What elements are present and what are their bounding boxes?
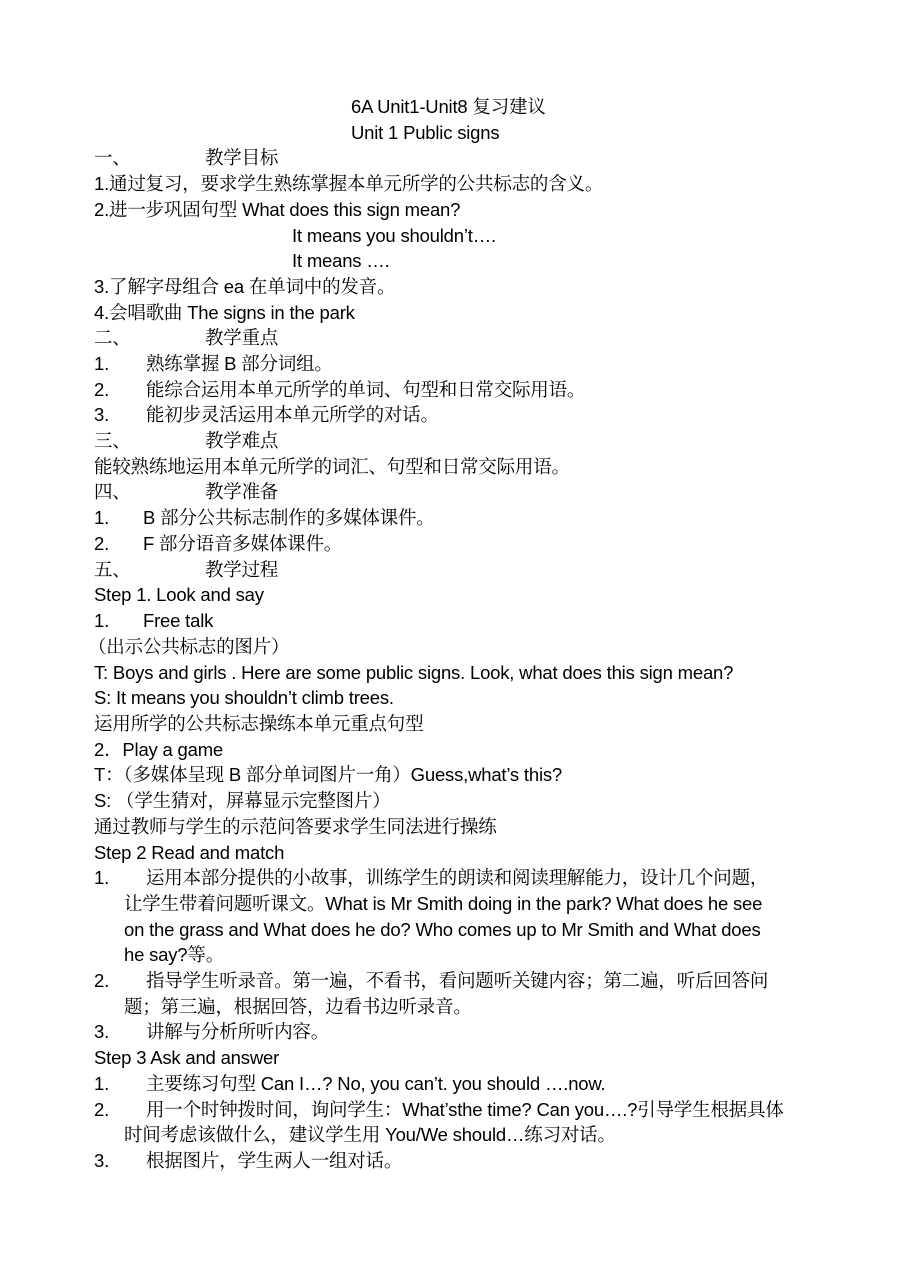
section-number: 四、 xyxy=(94,481,131,502)
step3-item xyxy=(94,1099,784,1121)
objective-item: 3.了解字母组合 ea 在单词中的发音。 xyxy=(94,276,396,297)
step1-note: 通过教师与学生的示范问答要求学生同法进行操练 xyxy=(94,816,497,837)
section-number: 一、 xyxy=(94,147,131,168)
section-heading-text: 教学目标 xyxy=(205,147,279,168)
item-text: 能综合运用本单元所学的单词、句型和日常交际用语。 xyxy=(146,379,586,400)
step3-item-continuation: 时间考虑该做什么，建议学生用 You/We should…练习对话。 xyxy=(124,1124,616,1145)
item-text: 主要练习句型 Can I…? No, you can’t. you should ….now. xyxy=(146,1073,606,1094)
section-number: 三、 xyxy=(94,430,131,451)
step2-item xyxy=(94,1021,329,1043)
document-subtitle: Unit 1 Public signs xyxy=(351,122,500,143)
section-heading-difficulties xyxy=(94,430,278,452)
objective-item-sentence: It means …. xyxy=(292,250,390,271)
step2-item-continuation: on the grass and What does he do? Who comes up to Mr Smith and What does xyxy=(124,919,761,940)
item-number: 1. xyxy=(94,1073,110,1094)
teacher-line: T：（多媒体呈现 B 部分单词图片一角）Guess,what’s this? xyxy=(94,764,562,785)
key-point-item xyxy=(94,353,333,375)
preparation-item xyxy=(94,507,435,529)
item-number: 2. xyxy=(94,533,110,554)
item-number: 3. xyxy=(94,404,110,425)
item-number: 1. xyxy=(94,353,110,374)
step2-item-continuation: 题；第三遍，根据回答，边看书边听录音。 xyxy=(124,996,472,1017)
document-title: 6A Unit1-Unit8 复习建议 xyxy=(351,96,546,117)
item-number: 3. xyxy=(94,1150,110,1171)
key-point-item xyxy=(94,379,585,401)
step3-item xyxy=(94,1073,605,1095)
step2-item-continuation: he say?等。 xyxy=(124,944,224,965)
objective-item: 2.进一步巩固句型 What does this sign mean? xyxy=(94,199,461,220)
section-heading-process xyxy=(94,559,278,581)
item-text: 运用本部分提供的小故事，训练学生的朗读和阅读理解能力，设计几个问题， xyxy=(146,867,769,888)
item-text: 熟练掌握 B 部分词组。 xyxy=(146,353,333,374)
objective-item-sentence: It means you shouldn’t…. xyxy=(292,225,496,246)
item-text: B 部分公共标志制作的多媒体课件。 xyxy=(143,507,435,528)
item-text: F 部分语音多媒体课件。 xyxy=(143,533,343,554)
section-heading-text: 教学准备 xyxy=(205,481,279,502)
step2-heading: Step 2 Read and match xyxy=(94,842,285,863)
step2-item xyxy=(94,867,768,889)
step1-heading: Step 1. Look and say xyxy=(94,584,264,605)
item-number: 1. xyxy=(94,867,110,888)
section-heading-objectives xyxy=(94,147,278,169)
section-heading-text: 教学难点 xyxy=(205,430,279,451)
objective-item: 4.会唱歌曲 The signs in the park xyxy=(94,302,355,323)
item-number: 3. xyxy=(94,1021,110,1042)
step1-note: 运用所学的公共标志操练本单元重点句型 xyxy=(94,713,424,734)
objective-item: 1.通过复习，要求学生熟练掌握本单元所学的公共标志的含义。 xyxy=(94,173,604,194)
item-number: 2. xyxy=(94,970,110,991)
item-number: 2. xyxy=(94,379,110,400)
step3-heading: Step 3 Ask and answer xyxy=(94,1047,280,1068)
item-number: 1. xyxy=(94,610,110,631)
item-text: 讲解与分析所听内容。 xyxy=(146,1021,330,1042)
item-text: Free talk xyxy=(143,610,214,631)
item-text: 能初步灵活运用本单元所学的对话。 xyxy=(146,404,439,425)
key-point-item xyxy=(94,404,439,426)
section-heading-key-points xyxy=(94,327,278,349)
preparation-item xyxy=(94,533,342,555)
step3-item xyxy=(94,1150,402,1172)
student-line: S: （学生猜对，屏幕显示完整图片） xyxy=(94,790,391,811)
step1-item-free-talk xyxy=(94,610,213,632)
section-number: 五、 xyxy=(94,559,131,580)
item-text: 根据图片，学生两人一组对话。 xyxy=(146,1150,403,1171)
step2-item xyxy=(94,970,768,992)
student-line: S: It means you shouldn’t climb trees. xyxy=(94,687,394,708)
section-heading-text: 教学重点 xyxy=(205,327,279,348)
item-number: 2. xyxy=(94,1099,110,1120)
section-number: 二、 xyxy=(94,327,131,348)
item-number: 1. xyxy=(94,507,110,528)
item-text: 指导学生听录音。第一遍，不看书，看问题听关键内容；第二遍，听后回答问 xyxy=(146,970,769,991)
section-heading-preparation xyxy=(94,481,278,503)
section-heading-text: 教学过程 xyxy=(205,559,279,580)
teacher-line: T: Boys and girls . Here are some public signs. Look, what does this sign mean? xyxy=(94,662,734,683)
step1-note: （出示公共标志的图片） xyxy=(88,636,290,657)
step2-item-continuation: 让学生带着问题听课文。What is Mr Smith doing in the park? What does he see xyxy=(124,893,763,914)
difficulties-body: 能较熟练地运用本单元所学的词汇、句型和日常交际用语。 xyxy=(94,456,570,477)
step1-item-play-game: 2．Play a game xyxy=(94,739,224,760)
item-text: 用一个时钟拨时间，询问学生：What’sthe time? Can you….?引导学生根据具体 xyxy=(146,1099,784,1120)
